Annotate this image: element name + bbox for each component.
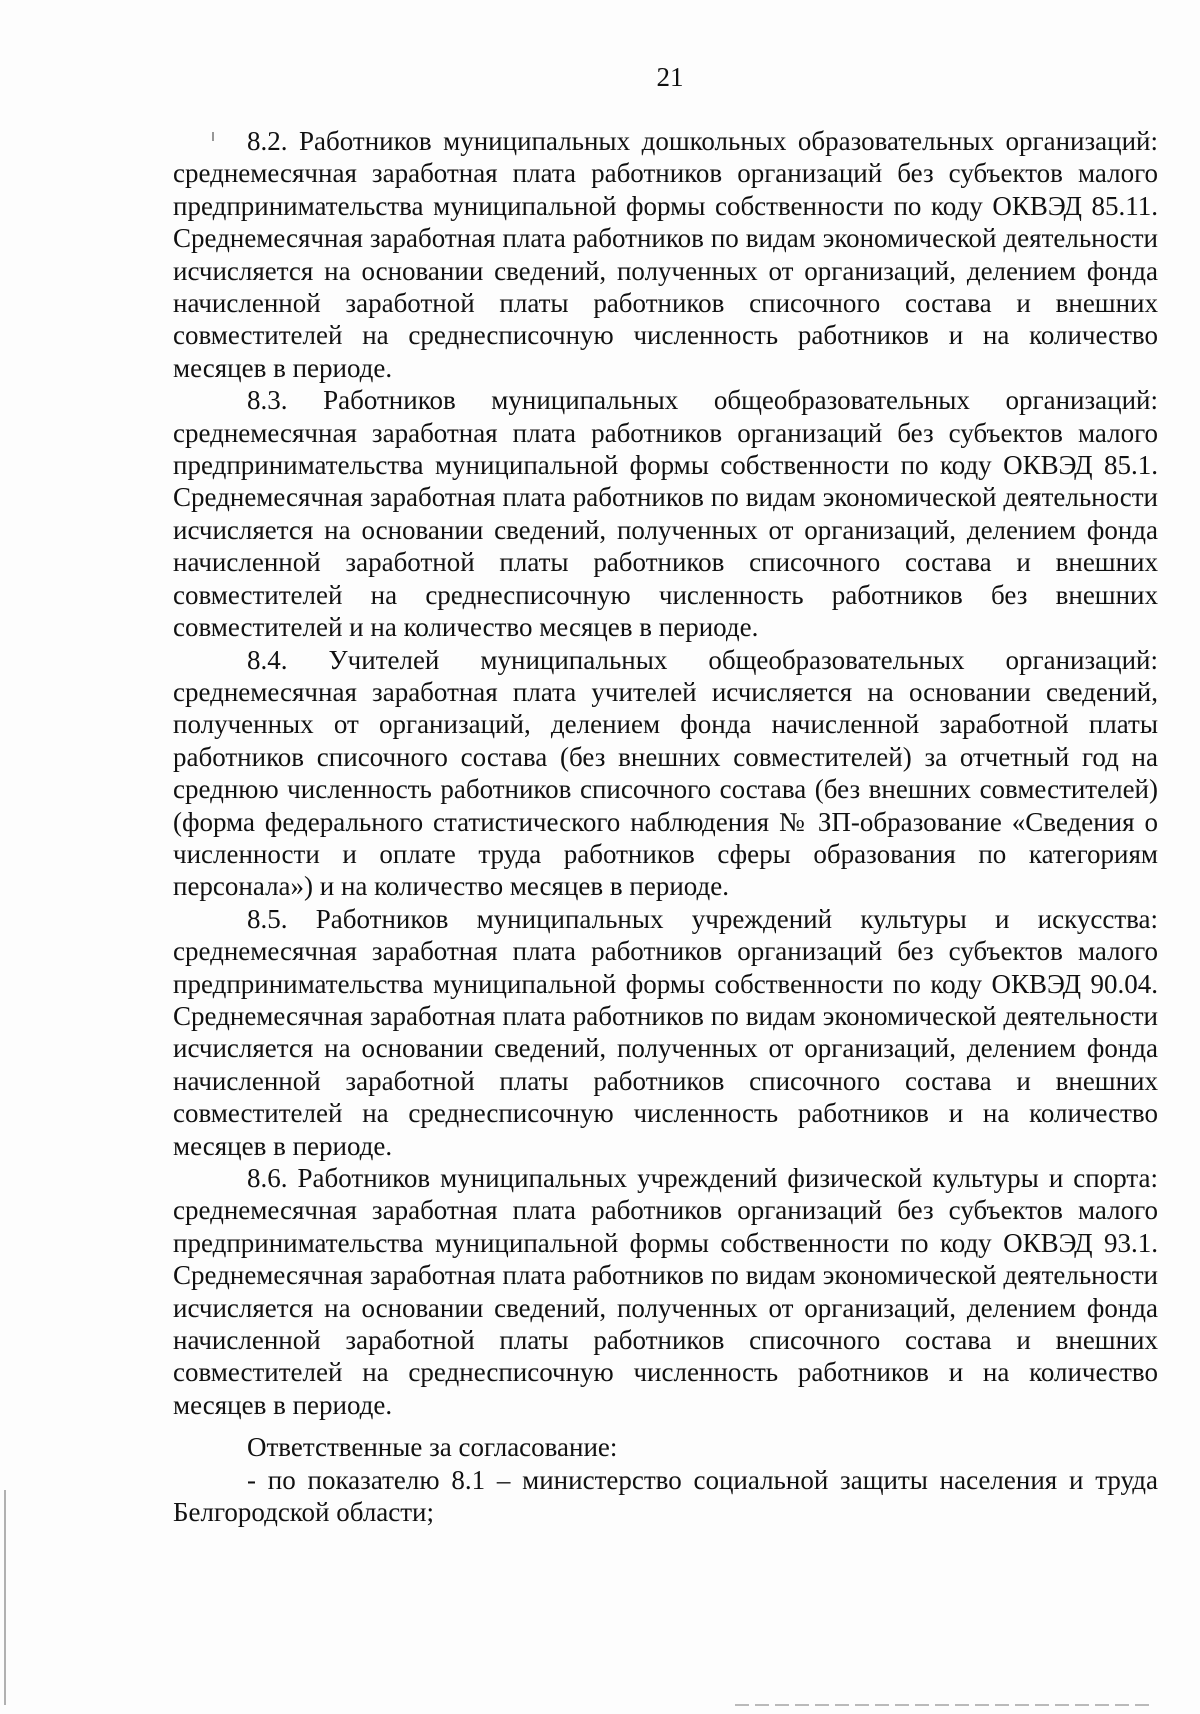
page-number: 21 — [656, 62, 684, 92]
paragraph-responsible-8-1: - по показателю 8.1 – министерство социальной защиты населения и труда Белгородской области; — [173, 1464, 1158, 1528]
paragraph-8-3: 8.3. Работников муниципальных общеобразовательных организаций: среднемесячная заработная плата работников организаций без субъектов малого предпринимательства муниципальной формы собственности по коду ОКВЭД 85.1. Среднемесячная заработная плата работников по видам экономической деятельности исчисляется на основании сведений, полученных от организаций, делением фонда начисленной заработной платы работников списочного состава и внешних совместителей на среднесписочную численность работников без внешних совместителей и на количество месяцев в периоде. — [173, 385, 1158, 643]
scan-artifact-left-edge — [4, 1490, 6, 1705]
paragraph-8-6: 8.6. Работников муниципальных учреждений физической культуры и спорта: среднемесячная заработная плата работников организаций без субъектов малого предпринимательства муниципальной формы собственности по коду ОКВЭД 93.1. Среднемесячная заработная плата работников по видам экономической деятельности исчисляется на основании сведений, полученных от организаций, делением фонда начисленной заработной платы работников списочного состава и внешних совместителей на среднесписочную численность работников и на количество месяцев в периоде. — [173, 1163, 1158, 1420]
paragraph-8-5: 8.5. Работников муниципальных учреждений культуры и искусства: среднемесячная заработная плата работников организаций без субъектов малого предпринимательства муниципальной формы собственности по коду ОКВЭД 90.04. Среднемесячная заработная плата работников по видам экономической деятельности исчисляется на основании сведений, полученных от организаций, делением фонда начисленной заработной платы работников списочного состава и внешних совместителей на среднесписочную численность работников и на количество месяцев в периоде. — [173, 903, 1158, 1161]
paragraph-8-2: 8.2. Работников муниципальных дошкольных образовательных организаций: среднемесячная заработная плата работников организаций без субъектов малого предпринимательства муниципальной формы собственности по коду ОКВЭД 85.11. Среднемесячная заработная плата работников по видам экономической деятельности исчисляется на основании сведений, полученных от организаций, делением фонда начисленной заработной платы работников списочного состава и внешних совместителей на среднесписочную численность работников и на количество месяцев в периоде. — [173, 126, 1158, 383]
scan-artifact-bottom-edge — [735, 1704, 1155, 1706]
paragraph-responsible-heading: Ответственные за согласование: — [247, 1432, 618, 1463]
document-body — [173, 125, 1158, 1528]
paragraph-8-4: 8.4. Учителей муниципальных общеобразовательных организаций: среднемесячная заработная плата учителей исчисляется на основании сведений, полученных от организаций, делением фонда начисленной заработной платы работников списочного состава (без внешних совместителей) за отчетный год на среднюю численность работников списочного состава (без внешних совместителей) (форма федерального статистического наблюдения № ЗП-образование «Сведения о численности и оплате труда работников сферы образования по категориям персонала») и на количество месяцев в периоде. — [173, 644, 1158, 902]
